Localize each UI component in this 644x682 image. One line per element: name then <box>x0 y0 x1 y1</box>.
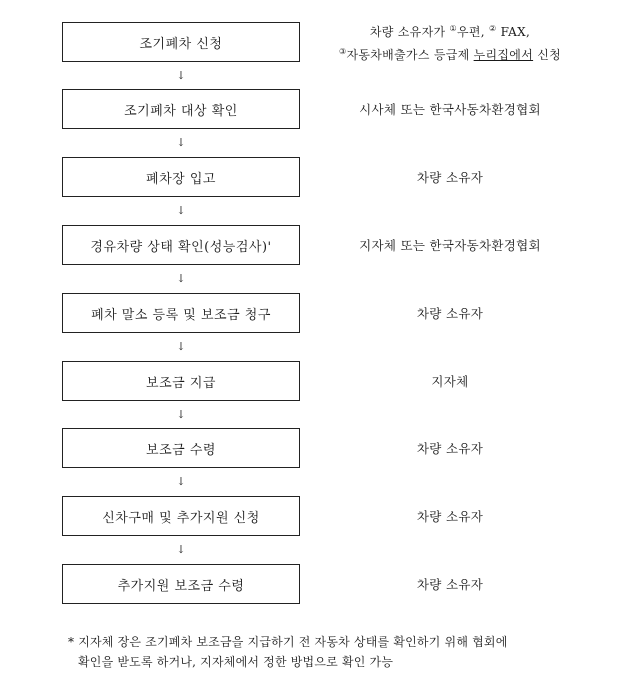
step-label: 보조금 수령 <box>146 442 216 458</box>
step-actor: 지자체 <box>431 374 469 389</box>
flow-step-row <box>0 361 644 403</box>
step-actor: 지자체 또는 한국자동차환경협회 <box>359 238 541 253</box>
actor-text: 우편, <box>456 25 489 39</box>
actor-text: FAX, <box>496 25 531 39</box>
step-label: 보조금 지급 <box>146 375 216 391</box>
down-arrow-icon: ↓ <box>176 340 186 353</box>
step-box <box>62 293 300 333</box>
step-label: 폐차장 입고 <box>146 171 216 187</box>
flow-step-row <box>0 564 644 606</box>
circled-number: ① <box>449 24 457 33</box>
step-box <box>62 496 300 536</box>
down-arrow-icon: ↓ <box>176 204 186 217</box>
step-box <box>62 22 300 62</box>
step-actor: 시사체 또는 한국사동차환경협회 <box>359 102 541 117</box>
step-label: 신차구매 및 추가지원 신청 <box>102 510 260 526</box>
step-actor: 차량 소유자 <box>416 509 484 524</box>
down-arrow-icon: ↓ <box>176 69 186 82</box>
flow-step-row <box>0 22 644 64</box>
flow-step-row <box>0 293 644 335</box>
step-actor: 차량 소유자 <box>416 441 484 456</box>
actor-underlined-text: 누리집에서 <box>473 48 534 62</box>
step-actor <box>300 22 600 62</box>
footnote-line: 확인을 받도록 하거나, 지자체에서 정한 방법으로 확인 가능 <box>78 655 394 669</box>
actor-text: 자동차배출가스 등급제 <box>346 48 474 62</box>
flow-step-row <box>0 428 644 470</box>
flow-step-row <box>0 225 644 267</box>
actor-line <box>339 42 561 65</box>
step-box <box>62 157 300 197</box>
circled-number: ③ <box>338 47 347 56</box>
flow-step-row <box>0 157 644 199</box>
down-arrow-icon: ↓ <box>176 475 186 488</box>
step-label: 조기폐차 대상 확인 <box>124 103 238 119</box>
step-actor: 차량 소유자 <box>416 306 484 321</box>
actor-text: 차량 소유자가 <box>369 25 450 39</box>
actor-text: 신청 <box>533 48 561 62</box>
step-label: 폐차 말소 등록 및 보조금 청구 <box>91 307 271 323</box>
down-arrow-icon: ↓ <box>176 543 186 556</box>
down-arrow-icon: ↓ <box>176 136 186 149</box>
flow-step-row <box>0 89 644 131</box>
down-arrow-icon: ↓ <box>176 272 186 285</box>
step-actor: 차량 소유자 <box>416 577 484 592</box>
step-label: 추가지원 보조금 수령 <box>117 578 245 594</box>
step-actor: 차량 소유자 <box>416 170 484 185</box>
footnote <box>68 632 628 672</box>
step-box <box>62 89 300 129</box>
flow-step-row <box>0 496 644 538</box>
circled-number: ② <box>488 24 497 33</box>
actor-line <box>370 19 530 42</box>
step-label: 조기폐차 신청 <box>139 36 223 52</box>
step-box <box>62 428 300 468</box>
footnote-line: * 지자체 장은 조기폐차 보조금을 지급하기 전 자동차 상태를 확인하기 위해 협회에 <box>68 635 508 649</box>
down-arrow-icon: ↓ <box>176 408 186 421</box>
step-box <box>62 361 300 401</box>
step-box <box>62 225 300 265</box>
step-label: 경유차량 상태 확인(성능검사)' <box>90 239 272 255</box>
step-box <box>62 564 300 604</box>
